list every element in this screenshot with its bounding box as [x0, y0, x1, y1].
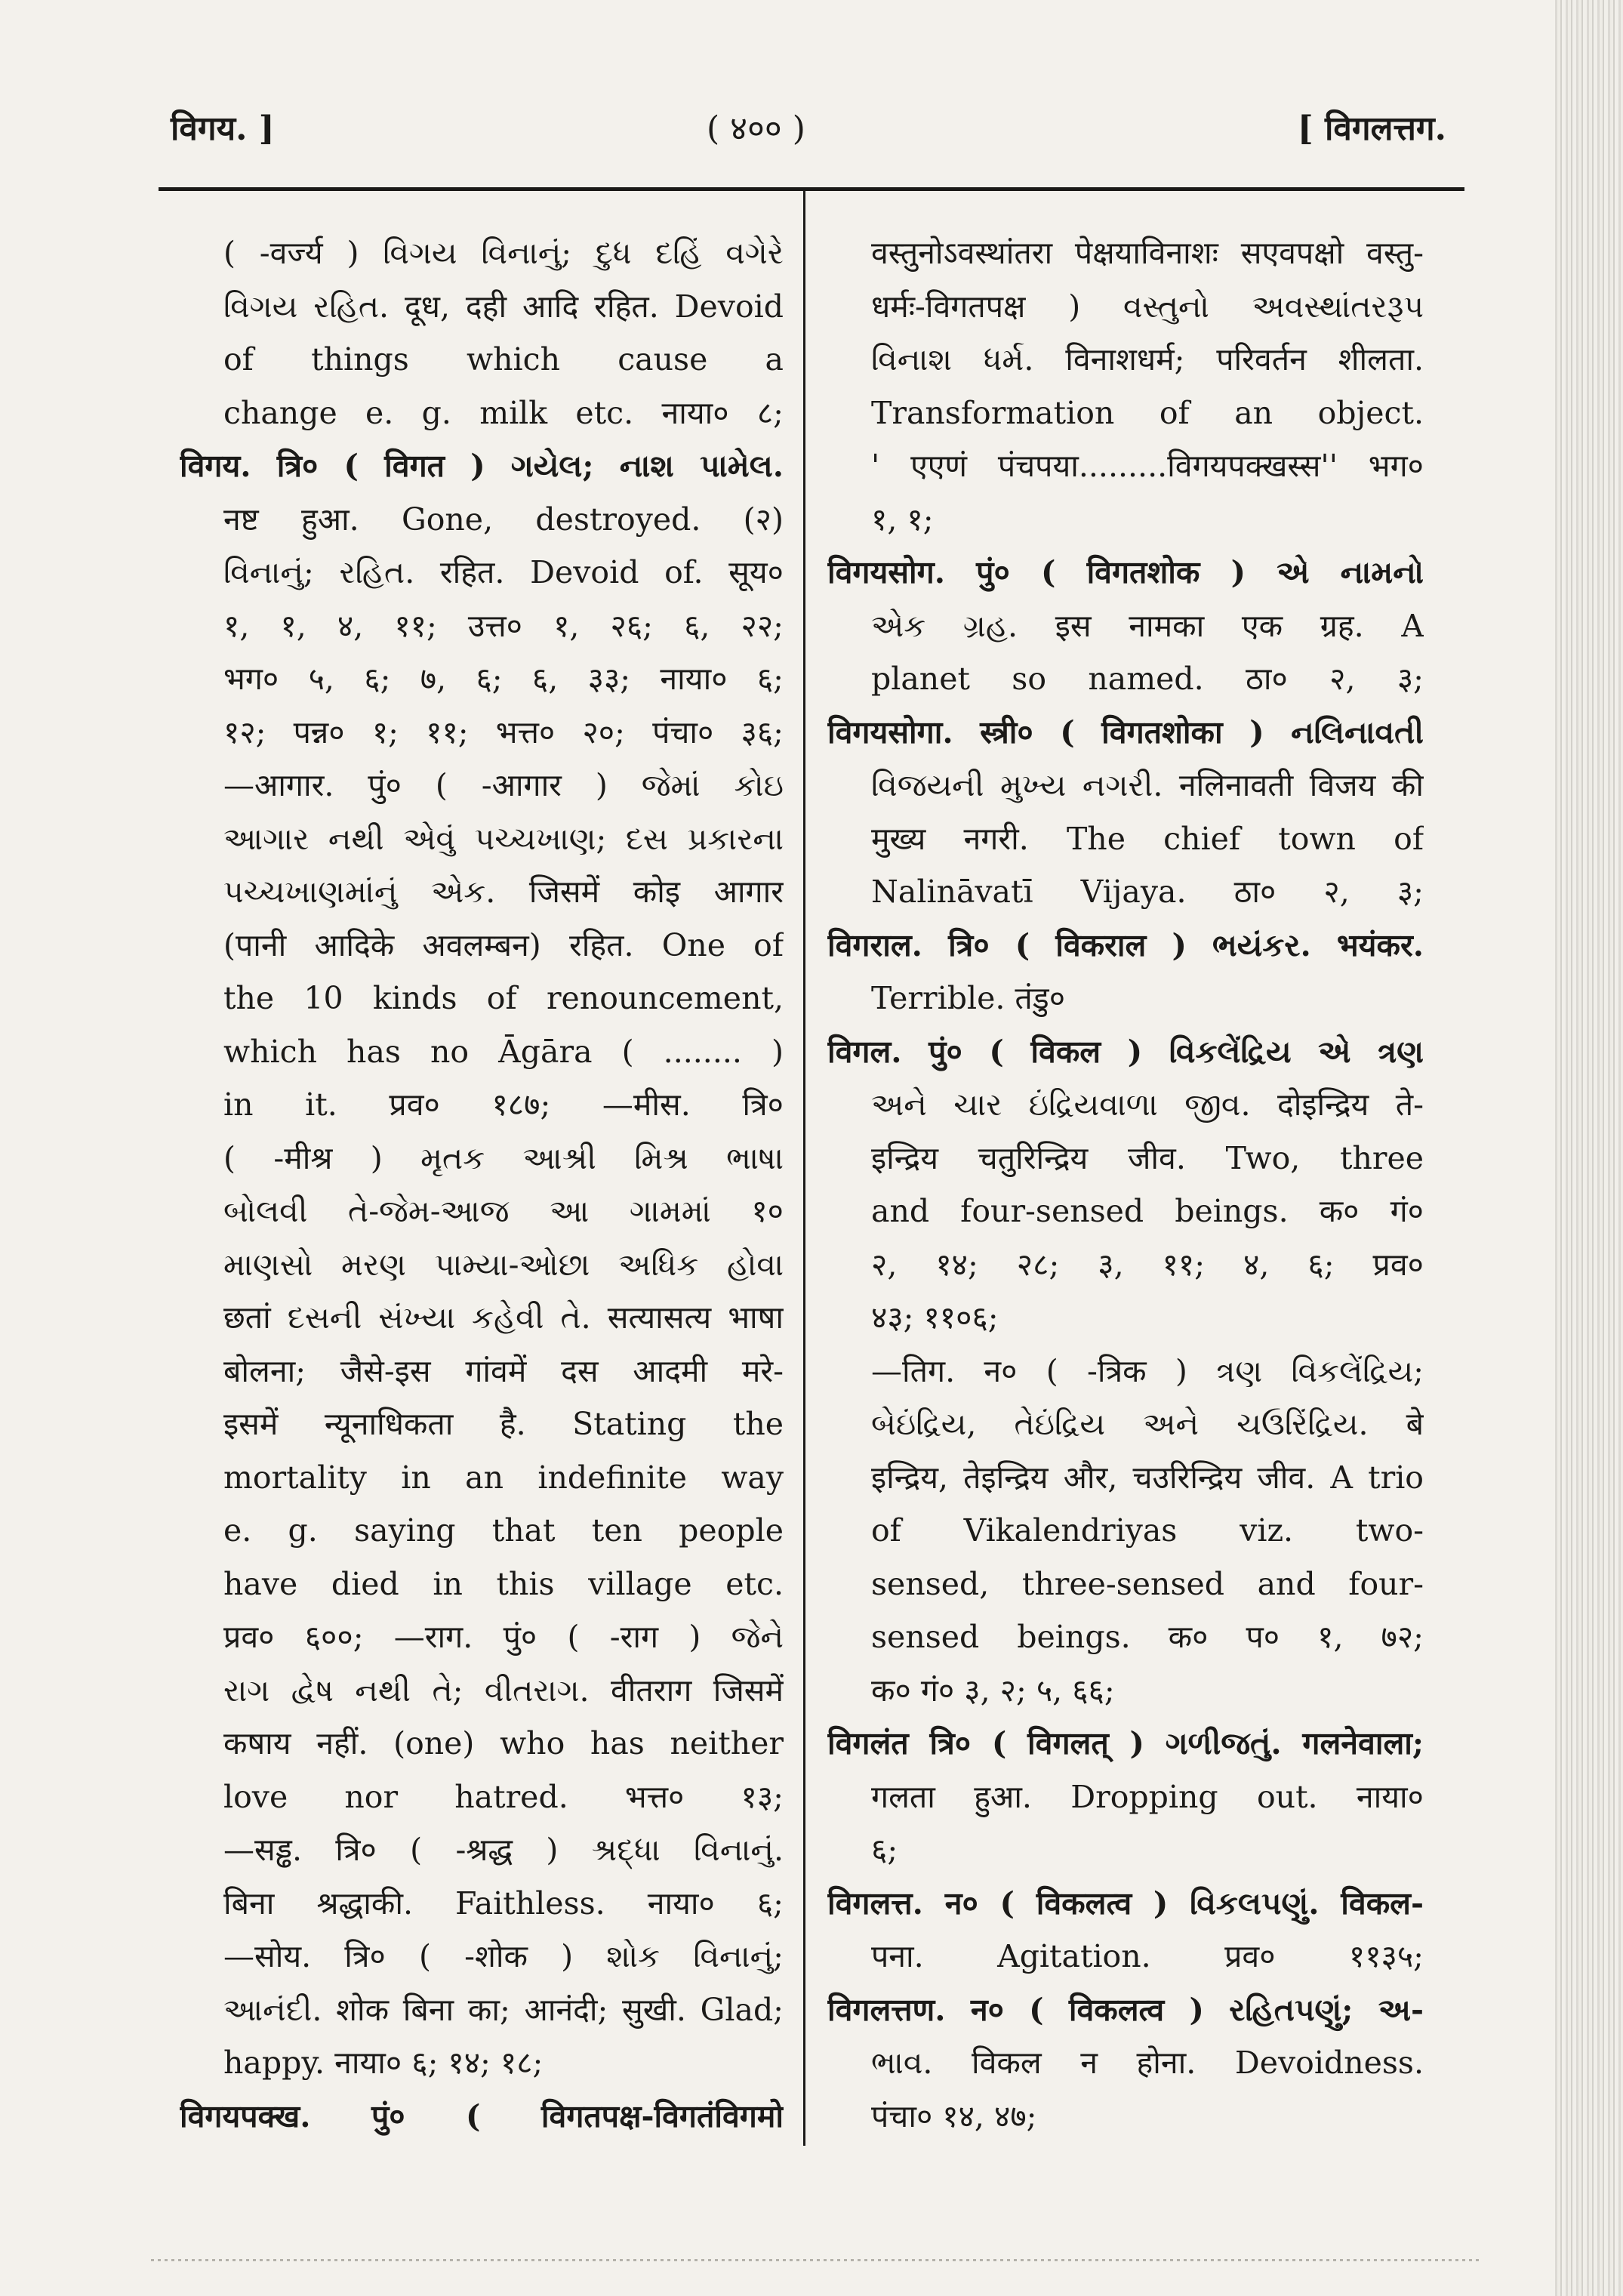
headword-line: विगयपक्ख. पुं० ( विगतपक्ष-विगतंविगमो — [180, 2097, 784, 2134]
text-line: कषाय नहीं. (one) who has neither — [223, 1725, 784, 1761]
text-line: (पानी आदिके अवलम्बन) रहित. One of — [223, 926, 784, 963]
text-line: छतां દસની સંખ્યા કહેવી તે. सत्यासत्य भाषा — [223, 1299, 784, 1336]
text-line: ( -वर्ज्य ) વિગય વિનાનું; દુધ દહિં વગેરે — [223, 235, 784, 271]
headword-line: विगलत्त. न० ( विकलत्व ) વિકલપણું. विकल- — [827, 1885, 1424, 1922]
text-line: नष्ट हुआ. Gone, destroyed. (२) — [223, 501, 784, 538]
text-line: of things which cause a — [223, 341, 784, 378]
text-line: ભાવ. विकल न होना. Devoidness. — [871, 2045, 1424, 2081]
text-line: बिना श्रद्धाकी. Faithless. नाया० ६; — [223, 1885, 784, 1922]
text-line: प्रव० ६००; —राग. पुं० ( -राग ) જેને — [223, 1619, 784, 1655]
text-line: पंचा० १४, ४७; — [871, 2097, 1037, 2134]
text-line: पना. Agitation. प्रव० ११३५; — [871, 1938, 1424, 1974]
text-line: —सोय. त्रि० ( -शोक ) શોક વિનાનું; — [223, 1938, 784, 1974]
text-line: love nor hatred. भत्त० १३; — [223, 1778, 784, 1815]
text-line: વિનાશ ધર્મ. विनाशधर्म; परिवर्तन शीलता. — [871, 341, 1424, 378]
text-line: mortality in an indefinite way — [223, 1459, 784, 1496]
text-line: १, १, ४, ११; उत्त० १, २६; ६, २२; — [223, 607, 784, 644]
bottom-rule — [151, 2259, 1480, 2261]
text-line: धर्मः-विगतपक्ष ) વસ્તુનો અવસ્થાંતરરૂપ — [871, 288, 1424, 325]
text-line: વિનાનું; રહિત. रहित. Devoid of. सूय० — [223, 554, 784, 590]
text-line: પચ્ચખાણમાંનું એક. जिसमें कोइ आगार — [223, 874, 784, 910]
header-right-guideword: [ विगलत्तग. — [1297, 109, 1446, 148]
headword-line: विगल. पुं० ( विकल ) વિકલેંદ્રિય એ ત્રણ — [827, 1033, 1424, 1070]
headword-line: विगय. त्रि० ( विगत ) ગયેલ; નાશ પામેલ. — [180, 448, 784, 484]
text-line: Nalināvatī Vijaya. ठा० २, ३; — [871, 874, 1424, 910]
page-edge-shadow — [1555, 0, 1623, 2296]
text-line: ( -मीश्र ) મૃતક આશ્રી મિશ્ર ભાષા — [223, 1139, 784, 1176]
text-line: માણસો મરણ પામ્યા-ઓછા અધિક હોવા — [223, 1246, 784, 1283]
text-line: in it. प्रव० १८७; —मीस. त्रि० — [223, 1086, 784, 1123]
text-line: ६; — [871, 1832, 898, 1868]
text-line: રાગ દ્વેષ નથી તે; વીતરાગ. वीतराग जिसमें — [223, 1672, 784, 1709]
text-line: —आगार. पुं० ( -आगार ) જેમાં કોઇ — [223, 767, 784, 803]
page-header — [171, 89, 1446, 157]
text-line: which has no Āgāra ( ........ ) — [223, 1033, 784, 1070]
column-divider — [803, 190, 805, 2146]
text-line: ' एएणं पंचपया.........विगयपक्खस्स'' भग० — [871, 448, 1424, 484]
text-line: क० गं० ३, २; ५, ६६; — [871, 1672, 1115, 1709]
header-left-guideword: विगय. ] — [171, 109, 275, 148]
headword-line: विगयसोग. पुं० ( विगतशोक ) એ નામનો — [827, 554, 1424, 590]
text-line: गलता हुआ. Dropping out. नाया० — [871, 1778, 1424, 1815]
text-line: have died in this village etc. — [223, 1565, 784, 1602]
left-column — [180, 227, 784, 2143]
text-line: sensed, three-sensed and four- — [871, 1565, 1424, 1602]
text-line: એક ગ્રહ. इस नामका एक ग्रह. A — [871, 607, 1424, 644]
text-line: sensed beings. क० प० १, ७२; — [871, 1619, 1424, 1655]
text-line: इन्द्रिय, तेइन्द्रिय और, चउरिन्द्रिय जीव. A trio — [871, 1459, 1424, 1496]
text-line: १२; पन्न० १; ११; भत्त० २०; पंचा० ३६; — [223, 713, 784, 750]
text-line: planet so named. ठा० २, ३; — [871, 661, 1424, 697]
headword-line: विगलत्तण. न० ( विकलत्व ) રહિતપણું; અ- — [827, 1991, 1424, 2028]
text-line: —तिग. न० ( -त्रिक ) ત્રણ વિકલેંદ્રિય; — [871, 1352, 1424, 1389]
text-line: मुख्य नगरी. The chief town of — [871, 820, 1424, 857]
text-line: Terrible. तंडु० — [871, 980, 1066, 1016]
text-line: १, १; — [871, 501, 934, 538]
text-line: बोलना; जैसे-इस गांवमें दस आदमी मरे- — [223, 1352, 784, 1389]
text-line: વિજયની મુખ્ય નગરી. नलिनावती विजय की — [871, 767, 1424, 803]
text-line: २, १४; २८; ३, ११; ४, ६; प्रव० — [871, 1246, 1424, 1283]
text-line: इन्द्रिय चतुरिन्द्रिय जीव. Two, three — [871, 1139, 1424, 1176]
headword-line: विगयसोगा. स्त्री० ( विगतशोका ) નલિનાવતી — [827, 713, 1424, 750]
text-line: Transformation of an object. — [871, 394, 1424, 431]
text-line: બોલવી તે-જેમ-આજ આ ગામમાં १० — [223, 1193, 784, 1229]
text-line: happy. नाया० ६; १४; १८; — [223, 2045, 544, 2081]
text-line: આનંદી. शोक बिना का; आनंदी; सुखी. Glad; — [223, 1991, 784, 2028]
text-line: इसमें न्यूनाधिकता है. Stating the — [223, 1406, 784, 1442]
right-column — [827, 227, 1424, 2143]
text-line: આગાર નથી એવું પચ્ચખાણ; દસ પ્રકારના — [223, 820, 784, 857]
text-line: e. g. saying that ten people — [223, 1512, 784, 1549]
text-line: and four-sensed beings. क० गं० — [871, 1193, 1424, 1229]
text-line: भग० ५, ६; ७, ६; ६, ३३; नाया० ६; — [223, 661, 784, 697]
text-line: બેઇંદ્રિય, તેઇંદ્રિય અને ચઉરિંદ્રિય. बे — [871, 1406, 1424, 1442]
text-line: change e. g. milk etc. नाया० ८; — [223, 394, 784, 431]
header-rule — [159, 187, 1464, 191]
headword-line: विगराल. त्रि० ( विकराल ) ભયંકર. भयंकर. — [827, 926, 1424, 963]
text-line: અને ચાર ઇંદ્રિયવાળા જીવ. दोइन्द्रिय ते- — [871, 1086, 1424, 1123]
text-line: ४३; ११०६; — [871, 1299, 999, 1336]
text-line: —सड्ढ. त्रि० ( -श्रद्ध ) શ્રદ્ધા વિનાનું. — [223, 1832, 784, 1868]
text-line: વિગય રહિત. दूध, दही आदि रहित. Devoid — [223, 288, 784, 325]
headword-line: विगलंत त्रि० ( विगलत् ) ગળીજતું. गलनेवाला; — [827, 1725, 1424, 1761]
page-number: ( ४०० ) — [707, 109, 805, 148]
text-line: the 10 kinds of renouncement, — [223, 980, 784, 1016]
text-line: वस्तुनोऽवस्थांतरा पेक्षयाविनाशः सएवपक्षो वस्तु- — [871, 235, 1424, 271]
text-line: of Vikalendriyas viz. two- — [871, 1512, 1424, 1549]
